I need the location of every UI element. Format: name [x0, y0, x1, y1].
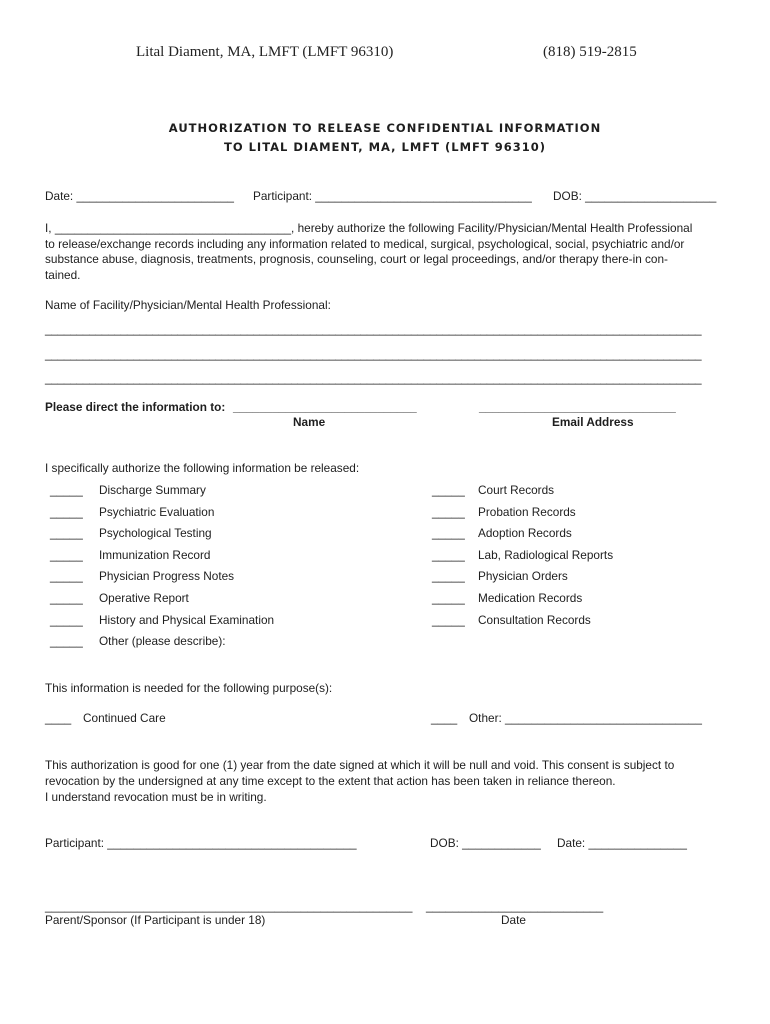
name-caption: Name	[293, 415, 326, 429]
authorization-paragraph-line: tained.	[45, 268, 81, 282]
record-label: Consultation Records	[478, 613, 591, 627]
record-checkbox[interactable]: _____	[432, 569, 465, 583]
record-label: History and Physical Examination	[99, 613, 275, 627]
record-label: Adoption Records	[478, 526, 572, 540]
continued-care-checkbox[interactable]: ____	[45, 711, 72, 725]
email-caption: Email Address	[552, 415, 634, 429]
form-title-line2: TO LITAL DIAMENT, MA, LMFT (LMFT 96310)	[223, 140, 547, 154]
record-label: Psychological Testing	[99, 526, 212, 540]
record-checkbox[interactable]: _____	[50, 634, 83, 648]
parent-date-caption: Date	[501, 913, 526, 927]
record-checkbox[interactable]: _____	[432, 483, 465, 497]
record-label: Psychiatric Evaluation	[99, 505, 215, 519]
other-purpose-field[interactable]: Other: ______________________________	[469, 711, 702, 725]
authorization-paragraph-line: to release/exchange records including any information related to medical, surgical, psychological, social, psychiatric and/or	[45, 237, 685, 251]
record-checkbox[interactable]: _____	[50, 505, 83, 519]
recipient-email-field[interactable]: ______________________________	[479, 400, 676, 414]
record-label: Physician Orders	[478, 569, 568, 583]
participant-signature-field[interactable]: Participant: ______________________________________	[45, 836, 357, 850]
record-checkbox[interactable]: _____	[50, 548, 83, 562]
parent-caption: Parent/Sponsor (If Participant is under 18)	[45, 913, 266, 927]
record-checkbox[interactable]: _____	[50, 569, 83, 583]
dob-field[interactable]: DOB: ____________________	[553, 189, 717, 203]
participant-field[interactable]: Participant: _________________________________	[253, 189, 532, 203]
parent-signature-field[interactable]: ________________________________________________________	[45, 899, 413, 913]
purpose-label: This information is needed for the following purpose(s):	[45, 681, 333, 695]
record-checkbox[interactable]: _____	[432, 548, 465, 562]
authorization-paragraph-line: substance abuse, diagnosis, treatments, prognosis, counseling, court or legal proceedings, and/or therapy there-in con-	[45, 252, 668, 266]
record-checkbox[interactable]: _____	[432, 591, 465, 605]
record-checkbox[interactable]: _____	[432, 505, 465, 519]
therapist-name: Lital Diament, MA, LMFT (LMFT 96310)	[136, 44, 394, 60]
signature-dob-field[interactable]: DOB: ____________	[430, 836, 541, 850]
therapist-phone: (818) 519-2815	[543, 44, 637, 60]
record-checkbox[interactable]: _____	[50, 613, 83, 627]
facility-line-2[interactable]: ________________________________________________________________________________________________________	[45, 347, 702, 361]
record-label: Lab, Radiological Reports	[478, 548, 614, 562]
authorization-paragraph-line: I, ____________________________________, hereby authorize the following Facility/Physician/Mental Health Professional	[45, 221, 693, 235]
record-label: Probation Records	[478, 505, 576, 519]
record-checkbox[interactable]: _____	[50, 526, 83, 540]
facility-line-1[interactable]: ________________________________________________________________________________________________________	[45, 322, 702, 336]
validity-paragraph-line: This authorization is good for one (1) year from the date signed at which it will be null and void. This consent is subject to	[45, 758, 675, 772]
record-checkbox[interactable]: _____	[50, 483, 83, 497]
record-label: Discharge Summary	[99, 483, 206, 497]
continued-care-label: Continued Care	[83, 711, 166, 725]
facility-label: Name of Facility/Physician/Mental Health Professional:	[45, 298, 331, 312]
form-title-line1: AUTHORIZATION TO RELEASE CONFIDENTIAL INFORMATION	[168, 121, 602, 135]
validity-paragraph-line: I understand revocation must be in writing.	[45, 790, 267, 804]
recipient-name-field[interactable]: ____________________________	[233, 400, 417, 414]
record-checkbox[interactable]: _____	[50, 591, 83, 605]
record-checkbox[interactable]: _____	[432, 613, 465, 627]
other-purpose-checkbox[interactable]: ____	[431, 711, 458, 725]
record-label: Physician Progress Notes	[99, 569, 235, 583]
record-label: Immunization Record	[99, 548, 211, 562]
validity-paragraph-line: revocation by the undersigned at any time except to the extent that action has been taken in reliance thereon.	[45, 774, 616, 788]
record-label: Court Records	[478, 483, 555, 497]
record-label: Operative Report	[99, 591, 189, 605]
direct-info-label: Please direct the information to:	[45, 400, 226, 414]
record-checkbox[interactable]: _____	[432, 526, 465, 540]
record-label: Medication Records	[478, 591, 583, 605]
date-field[interactable]: Date: ________________________	[45, 189, 234, 203]
signature-date-field[interactable]: Date: _______________	[557, 836, 687, 850]
record-label: Other (please describe):	[99, 634, 226, 648]
authorize-intro: I specifically authorize the following information be released:	[45, 461, 360, 475]
facility-line-3[interactable]: ________________________________________________________________________________________________________	[45, 371, 702, 385]
parent-date-field[interactable]: ___________________________	[426, 899, 604, 913]
